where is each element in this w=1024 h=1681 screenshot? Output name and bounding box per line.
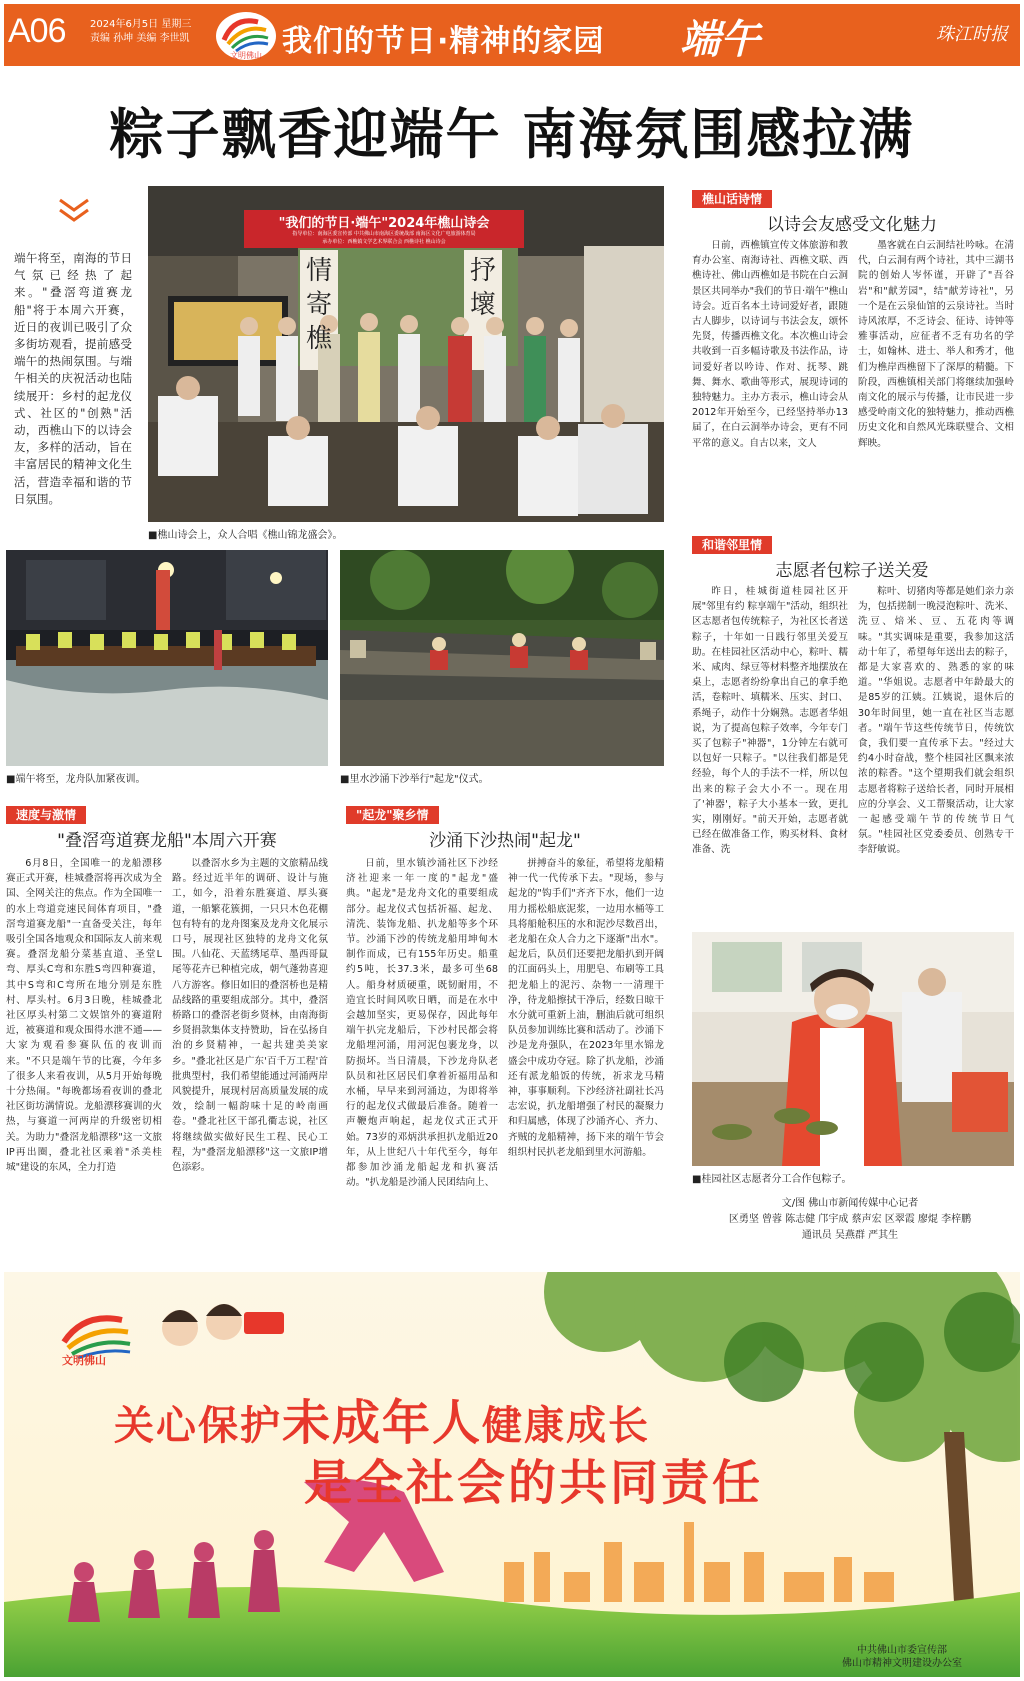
credit-line-1: 文/图 佛山市新闻传媒中心记者	[781, 1198, 919, 1209]
slogan-part-3: 健康成长	[482, 1403, 651, 1449]
poetry-gathering-photo	[148, 186, 664, 522]
dragon-subtitle: 沙涌下沙热闹"起龙"	[429, 831, 581, 851]
poetry-section-tag: 樵山话诗情	[692, 190, 772, 208]
dragon-text-2: 拼搏奋斗的象征，希望将龙船精神一代一代传承下去。"现场，参与起龙的"钩手们"齐齐下水，他们一边用力摇松船底泥浆，一边用水桶等工具将船舱积压的水和泥沙尽数舀出，老龙船在众人合力之下逐渐"出水"。起龙后，队员们还要把龙船扒到开阔的江面码头上，用肥皂、布刷等工具把龙船上的泥污、杂物一一清理干净，待龙船擦拭干净后，经数日晾干水分就可重新上油，删油后就可组织队员参加训练比赛和活动了。沙涌下沙是龙舟强队，在2023年里水锦龙盛会中成功夺冠。除了扒龙船，沙涌还有派龙船饭的传统，祈求龙马精神，事事顺利。下沙经济社副社长冯志宏说，扒龙船增强了村民的凝聚力和归属感，体现了沙涌齐心、齐力、齐贼的龙船精神，扬下来的端午节会组织村民扒老龙船到里水河游船。	[508, 858, 664, 1158]
banner-slogan-line-1	[114, 1384, 650, 1453]
organizer-2: 佛山市精神文明建设办公室	[842, 1658, 962, 1669]
poetry-banner-sponsor: 指导单位：南海区委宣传部 中共佛山市南海区委统战部 南海区文化广电旅游体育局	[292, 231, 476, 237]
dragon-raising-photo	[340, 550, 664, 766]
editor-line: 责编 孙坤 美编 李世凯	[90, 33, 190, 44]
logo-text: 文明佛山	[230, 51, 262, 60]
dragon-column-2	[508, 856, 664, 1254]
volunteer-column-2	[858, 584, 1014, 920]
dragon-text-1: 日前，里水镇沙涌社区下沙经济社迎来一年一度的"起龙"盛典。"起龙"是龙舟文化的重要组成部分。起龙仪式包括祈福、起龙、清洗、装饰龙船、扒龙船等多个环节。沙涌下沙的传统龙船用坤甸木制作而成，已有155年历史。船重约5吨，长37.3米，最多可坐68人。船身材质硬重，既韧耐用，不造宜长时间风吹日晒，而是在水中会越加坚实，更易保存，因此每年端午扒完龙船后，下沙村民都会将龙船埋河涌，用河泥包裹龙身，以防损坏。当日清晨，下沙龙舟队老队员和社区居民们拿着祈福用品和水桶，早早来到河涌边，为即将举行的起龙仪式做最后准备。随着一声鞭炮声响起，起龙仪式正式开始。73岁的邓炳洪承担扒龙船近20年，从上世纪八十年代至今，每年都参加沙涌龙船起龙和扒赛活动。"扒龙船是沙涌人民团结向上、	[346, 858, 498, 1189]
poetry-column-2	[858, 238, 1014, 494]
dragon-column-1	[346, 856, 498, 1254]
race-section-tag: 速度与激情	[6, 806, 86, 824]
public-service-banner	[4, 1272, 1020, 1677]
dragon-photo-caption: ■端午将至，龙舟队加紧夜训。	[6, 774, 146, 785]
race-text-1: 6月8日，全国唯一的龙船漂移赛正式开赛，桂城叠滘将再次成为全国、全网关注的焦点。作为全国唯一的水上弯道竞速民间体育项目，"叠滘弯道赛龙船"一直备受关注，每年吸引全国各地观众和国际友人前来观赛。叠滘龙船分菜基直道、圣堂L弯、厚头C弯和东胜S弯四种赛道，其中S弯和C弯所在地分别是东胜村、厚头村。6月3日晚，桂城叠北社区厚头村第二文娱馆外的赛道附近，被赛道和观众围得水泄不通——大家为观看参赛队伍的夜训而来。"不只是端午节的比赛，今年多了很多人来看夜训，从5月开始每晚十分热闹。"每晚都场看夜训的叠北社区街坊满情说。龙船漂移赛训的火热，与赛道一河两岸的升级密切相关。为助力"叠滘龙船漂移"这一文旅IP再出圈，叠北社区乘着"杀美桂城"建设的东风，全力打造	[6, 858, 162, 1174]
chevron-down-icon	[56, 196, 92, 226]
dragon-section-tag: "起龙"聚乡情	[346, 806, 439, 824]
banner-logo-text: 文明佛山	[62, 1354, 106, 1367]
calligraphy-scroll-left: 情寄樵	[305, 256, 332, 354]
page-header	[4, 4, 1020, 66]
mud-photo-drawing	[340, 550, 664, 766]
date-line: 2024年6月5日 星期三	[90, 19, 192, 30]
civilized-foshan-logo-icon	[214, 10, 278, 62]
volunteer-photo-drawing	[692, 932, 1014, 1166]
volunteer-text-1: 昨日，桂城街道桂园社区开展"邻里有约 粽享端午"活动，组织社区志愿者包传统粽子，为社区长者送粽子，十年如一日践行邻里关爱互助。在桂园社区活动中心，粽叶、糯米、咸肉、绿豆等材料整齐地摆放在桌上，志愿者纷纷拿出自己的拿手绝活，卷粽叶、填糯米、压实、封口、系绳子，动作十分娴熟。志愿者华姐说，为了提高包粽子效率，今年专门买了包粽子"神器"，1分钟左右就可以包好一只粽子。"以往我们都是凭经验，每个人的手法不一样，所以包出来的粽子会大小不一。现在用了'神器'，粽子大小基本一致，更扎实，刚刚好。"前天开始，志愿者就已经在做准备工作，购买材料、食材准备、洗	[692, 586, 848, 856]
volunteer-text-2: 粽叶、切猪肉等都是她们亲力亲为，包括搓制一晚浸泡粽叶、洗米、洗豆、焙米、豆、五花肉等调味。"其实调味是重要，我参加这活动十年了，希望每年送出去的粽子，都是大家喜欢的、熟悉的家的味道。"华姐说。志愿者中年龄最大的是85岁的江姨。江姨说，退休后的30年时间里，她一直在社区当志愿者。"端午节这些传统节日，传统饮食，我们要一直传承下去。"经过大约4小时奋战，整个桂园社区飘来浓浓的粽香。"这个望期我们就会组织志愿者将粽子送给长者，同时开展相应的分享会、义工帮聚活动，让大家一起感受端午节的传统节日气氛。"桂园社区党委委员、创熟专干李舒敏说。	[858, 586, 1014, 856]
volunteer-photo-caption: ■桂园社区志愿者分工合作包粽子。	[692, 1174, 852, 1185]
poetry-text-2: 墨客就在白云洞结社吟咏。在清代，白云洞有两个诗社，其中三湖书院的创始人岑怀谨，开辟了"吾谷岩"和"献芳园"，结"献芳诗社"，另一个是在云泉仙馆的云泉诗社。当时诗风浓厚，不乏诗会、征诗、诗钟等雅事活动，应征者不乏有功名的学士，如翰林、进士、举人和秀才，他们为樵岸西樵留下了深厚的精髓。下阶段，西樵镇相关部门将继续加强岭南文化的展示与传播，让市民进一步感受岭南文化的独特魅力，推动西樵历史文化和自然风光珠联璧合、文相辉映。	[858, 240, 1014, 449]
banner-organizers	[842, 1644, 962, 1670]
dragon-boat-night-photo	[6, 550, 328, 766]
newspaper-name: 珠江时报	[936, 24, 1008, 45]
poetry-text-1: 日前，西樵镇宣传文体旅游和教育办公室、南海诗社、西樵文联、西樵诗社、佛山西樵如是书院在白云洞景区共同举办"我们的节日·端午"樵山诗会。近百名本土诗词爱好者，跟随古人脚步，以诗词与书法会友，颂怀先贤，传播西樵文化。本次樵山诗会共收到一百多幅诗歌及书法作品，诗词爱好者以吟诗、作对、抚琴、跳舞、舞水、歌曲等形式，展现诗词的独特魅力。主办方表示，樵山诗会从2012年开始至今，已经坚持举办13届了，在白云洞举办诗会，更有不同平常的意义。自古以来，文人	[692, 240, 848, 449]
dragon-photo-drawing	[6, 550, 328, 766]
lead-paragraph: 端午将至，南海的节日气氛已经热了起来。"叠滘弯道赛龙船"将于本周六开赛，近日的夜训已吸引了众多街坊观看，提前感受端午的热闹氛围。与端午相关的庆祝活动也陆续展开：乡村的起龙仪式、社区的"创熟"活动，西樵山下的以诗会友，多样的活动，旨在丰富居民的精神文化生活，营造幸福和谐的节日氛围。	[14, 251, 132, 506]
mud-photo-caption: ■里水沙涌下沙举行"起龙"仪式。	[340, 774, 489, 785]
poetry-banner-title: "我们的节日·端午"2024年樵山诗会	[278, 216, 490, 231]
credit-line-3: 通讯员 吴燕群 严其生	[801, 1230, 899, 1241]
poetry-column-1	[692, 238, 848, 494]
race-column-2	[172, 856, 328, 1254]
race-column-1	[6, 856, 162, 1254]
organizer-1: 中共佛山市委宣传部	[857, 1645, 947, 1656]
page-date	[90, 18, 191, 46]
slogan-part-2: 未成年人	[282, 1395, 483, 1451]
credit-line-2: 区勇坚 曾蓉 陈志健 邝宇成 蔡声宏 区翠霞 廖焜 李梓鹏	[728, 1214, 972, 1225]
volunteer-subtitle: 志愿者包粽子送关爱	[775, 561, 929, 581]
poetry-banner-organizer: 承办单位：西樵镇文学艺术界联合会 西樵诗社 樵山诗会	[322, 239, 446, 245]
page-title: 我们的节日·精神的家园	[282, 24, 605, 59]
slogan-part-1: 关心保护	[114, 1403, 282, 1449]
volunteer-section-tag: 和谐邻里情	[692, 536, 772, 554]
race-subtitle: "叠滘弯道赛龙船"本周六开赛	[57, 831, 277, 851]
poetry-subtitle: 以诗会友感受文化魅力	[767, 215, 937, 235]
banner-slogan-line-2: 是全社会的共同责任	[304, 1455, 764, 1511]
volunteer-column-1	[692, 584, 848, 920]
festival-title: 端午	[680, 16, 760, 63]
main-headline: 粽子飘香迎端午 南海氛围感拉满	[109, 103, 915, 166]
author-credit	[700, 1196, 1000, 1244]
volunteer-photo	[692, 932, 1014, 1166]
page-number: A06	[8, 12, 66, 50]
poetry-photo-caption: ■樵山诗会上，众人合唱《樵山锦龙盛会》。	[148, 530, 343, 541]
race-text-2: 以叠滘水乡为主题的文旅精品线路。经过近半年的调研、设计与施工，如今，沿着东胜赛道、厚头赛道，一船繁花簇拥，一只只木色花棚包有特有的龙舟图案及龙舟文化展示口号，展现社区独特的龙舟文化氛围。八仙花、天蓝绣尾草、墨西哥鼠尾等花卉已种植完成，朝气蓬勃喜迎八方游客。修旧如旧的叠滘桥也是精品线路的重要组成部分。其中，叠滘桥路口的叠滘老街乡贤林，由南海街乡贤捐款集体支持赞助，旨在弘扬自治的乡贤精神，一起共建美美家乡。"叠北社区是广东'百千万工程'首批典型村，我们希望能通过河涌两岸风貌提升，展现村居高质量发展的成效，绘制一幅韵味十足的岭南画卷。"叠北社区干部孔衢志说，社区将继续做实做好民生工程、民心工程，为"叠滘龙船漂移"这一文旅IP增色添彩。	[172, 858, 328, 1174]
calligraphy-scroll-right: 抒壞	[469, 256, 496, 320]
